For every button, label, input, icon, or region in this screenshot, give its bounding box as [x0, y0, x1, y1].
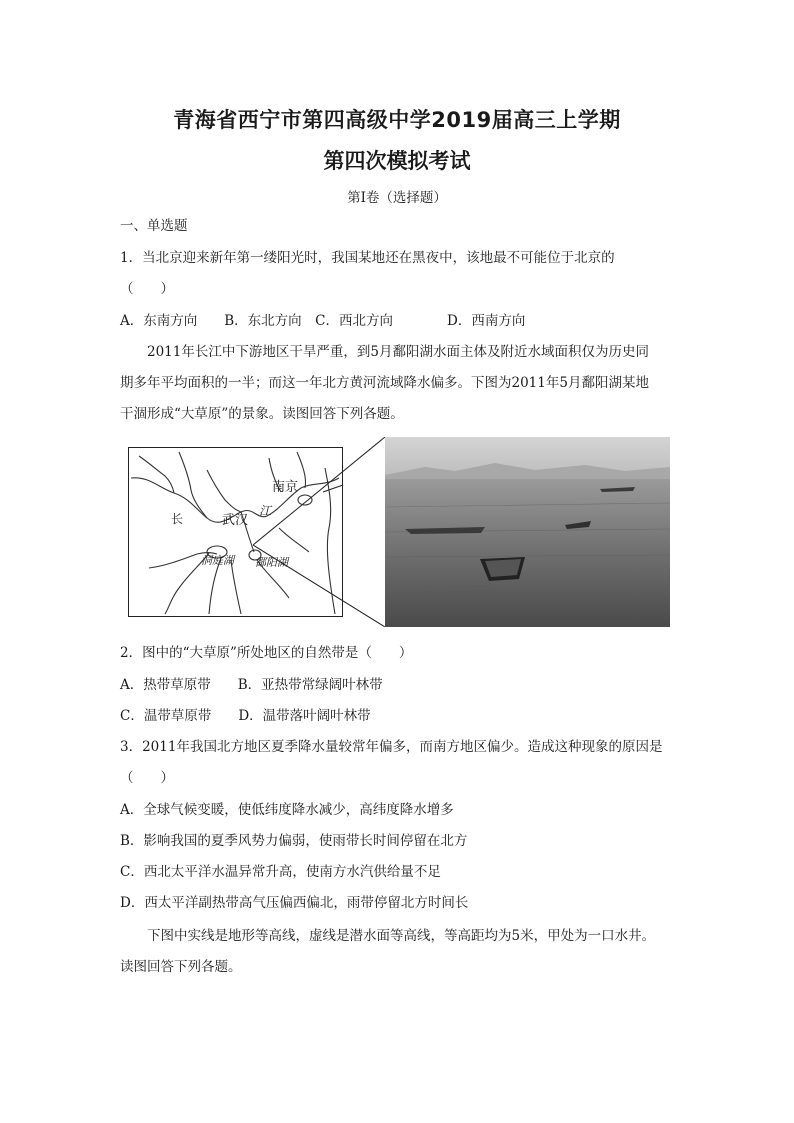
poyang-figure [128, 437, 670, 627]
question-3-option-d: D．西太平洋副热带高气压偏西偏北，雨带停留北方时间长 [120, 895, 469, 911]
river-lines [129, 448, 341, 615]
passage-1-line-1: 2011年长江中下游地区干旱严重，到5月鄱阳湖水面主体及附近水域面积仅为历史同 [147, 344, 649, 360]
section-heading: 一、单选题 [120, 218, 188, 234]
exam-title-line1: 青海省西宁市第四高级中学2019届高三上学期 [173, 108, 621, 132]
passage-1-line-3: 干涸形成“大草原”的景象。读图回答下列各题。 [120, 406, 404, 422]
map-label-chang: 长 [171, 512, 184, 526]
question-1-stem: 1．当北京迎来新年第一缕阳光时，我国某地还在黑夜中，该地最不可能位于北京的 [120, 250, 615, 266]
map-label-wuhan: 武汉 [222, 513, 249, 528]
question-3-stem: 3．2011年我国北方地区夏季降水量较常年偏多，而南方地区偏少。造成这种现象的原因是 [120, 739, 663, 755]
question-2-options-row-2: C．温带草原带 D．温带落叶阔叶林带 [120, 708, 371, 724]
exam-title-line2: 第四次模拟考试 [323, 149, 471, 173]
passage-2-line-2: 读图回答下列各题。 [120, 959, 242, 975]
map-label-nanjing: 南京 [272, 480, 299, 495]
map-label-jiang: 江 [259, 504, 272, 518]
passage-2-line-1: 下图中实线是地形等高线，虚线是潜水面等高线，等高距均为5米，甲处为一口水井。 [147, 928, 656, 944]
question-3-option-a: A．全球气候变暖，使低纬度降水减少，高纬度降水增多 [120, 802, 454, 818]
question-3-option-c: C．西北太平洋水温异常升高，使南方水汽供给量不足 [120, 864, 441, 880]
question-1-paren: （ ） [120, 281, 174, 297]
question-1-options: A．东南方向 B．东北方向 C．西北方向 D．西南方向 [120, 313, 526, 329]
question-3-option-b: B．影响我国的夏季风势力偏弱，使雨带长时间停留在北方 [120, 833, 468, 849]
volume-label: 第Ⅰ卷（选择题） [347, 190, 447, 206]
question-3-paren: （ ） [120, 770, 174, 786]
yangtze-map [128, 447, 343, 617]
question-2-options-row-1: A．热带草原带 B．亚热带常绿阔叶林带 [120, 677, 383, 693]
question-2-stem: 2．图中的“大草原”所处地区的自然带是（ ） [120, 645, 413, 661]
passage-1-line-2: 期多年平均面积的一半；而这一年北方黄河流域降水偏多。下图为2011年5月鄱阳湖某地 [120, 375, 649, 391]
map-label-dongting: 洞庭湖 [201, 554, 234, 567]
dried-lake-photo [385, 437, 670, 627]
map-label-poyang: 鄱阳湖 [255, 556, 288, 569]
